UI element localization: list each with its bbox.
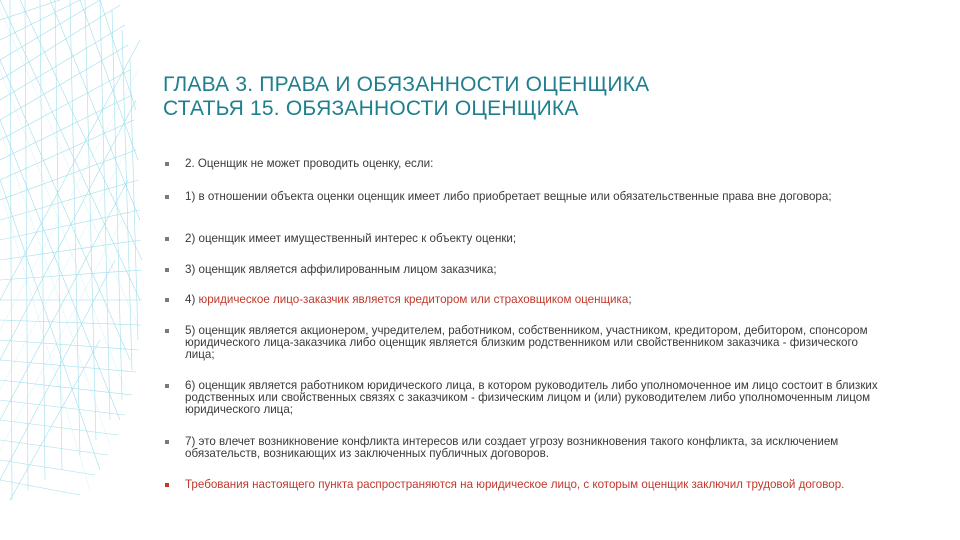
item-text: 2) оценщик имеет имущественный интерес к объекту оценки; <box>185 232 517 245</box>
item-text: 7) это влечет возникновение конфликта интересов или создает угрозу возникновения такого конфликта, за исключением обязательств, возникающих из заключенных публичных договоров. <box>185 435 839 461</box>
item-text: 5) оценщик является акционером, учредителем, работником, собственником, участником, кредитором, дебитором, спонсором юридического лица-заказчика либо оценщик является близким родственником или свойственником заказчика - физического лица; <box>185 324 868 362</box>
item-suffix: ; <box>628 293 632 306</box>
bullet-icon <box>165 237 169 241</box>
item-prefix: 4) <box>185 293 199 306</box>
bullet-icon <box>165 483 169 487</box>
bullet-icon <box>165 329 169 333</box>
bullet-icon <box>165 268 169 272</box>
item-text: 6) оценщик является работником юридического лица, в котором руководитель либо уполномоченное им лицо состоит в близких родственных или свойственных связях с заказчиком - физическим лицом и (или) руководителем либо уполномоченным лицом юридического лица; <box>185 379 878 417</box>
item-text: Требования настоящего пункта распространяются на юридическое лицо, с которым оценщик заключил трудовой договор. <box>185 478 845 491</box>
item-text: 2. Оценщик не может проводить оценку, если: <box>185 157 434 170</box>
title-chapter: ГЛАВА 3. ПРАВА И ОБЯЗАННОСТИ ОЦЕНЩИКА <box>163 73 650 96</box>
bullet-icon <box>165 384 169 388</box>
item-text: 3) оценщик является аффилированным лицом заказчика; <box>185 263 497 276</box>
wireframe-building-decoration <box>0 0 150 540</box>
bullet-icon <box>165 195 169 199</box>
highlighted-text: юридическое лицо-заказчик является кредитором или страховщиком оценщика <box>198 293 629 306</box>
slide-title <box>163 73 923 121</box>
bullet-icon <box>165 162 169 166</box>
bullet-icon <box>165 440 169 444</box>
title-article: СТАТЬЯ 15. ОБЯЗАННОСТИ ОЦЕНЩИКА <box>163 97 579 120</box>
item-text: 1) в отношении объекта оценки оценщик имеет либо приобретает вещные или обязательственные права вне договора; <box>185 190 832 203</box>
item-text <box>185 294 890 306</box>
bullet-icon <box>165 298 169 302</box>
